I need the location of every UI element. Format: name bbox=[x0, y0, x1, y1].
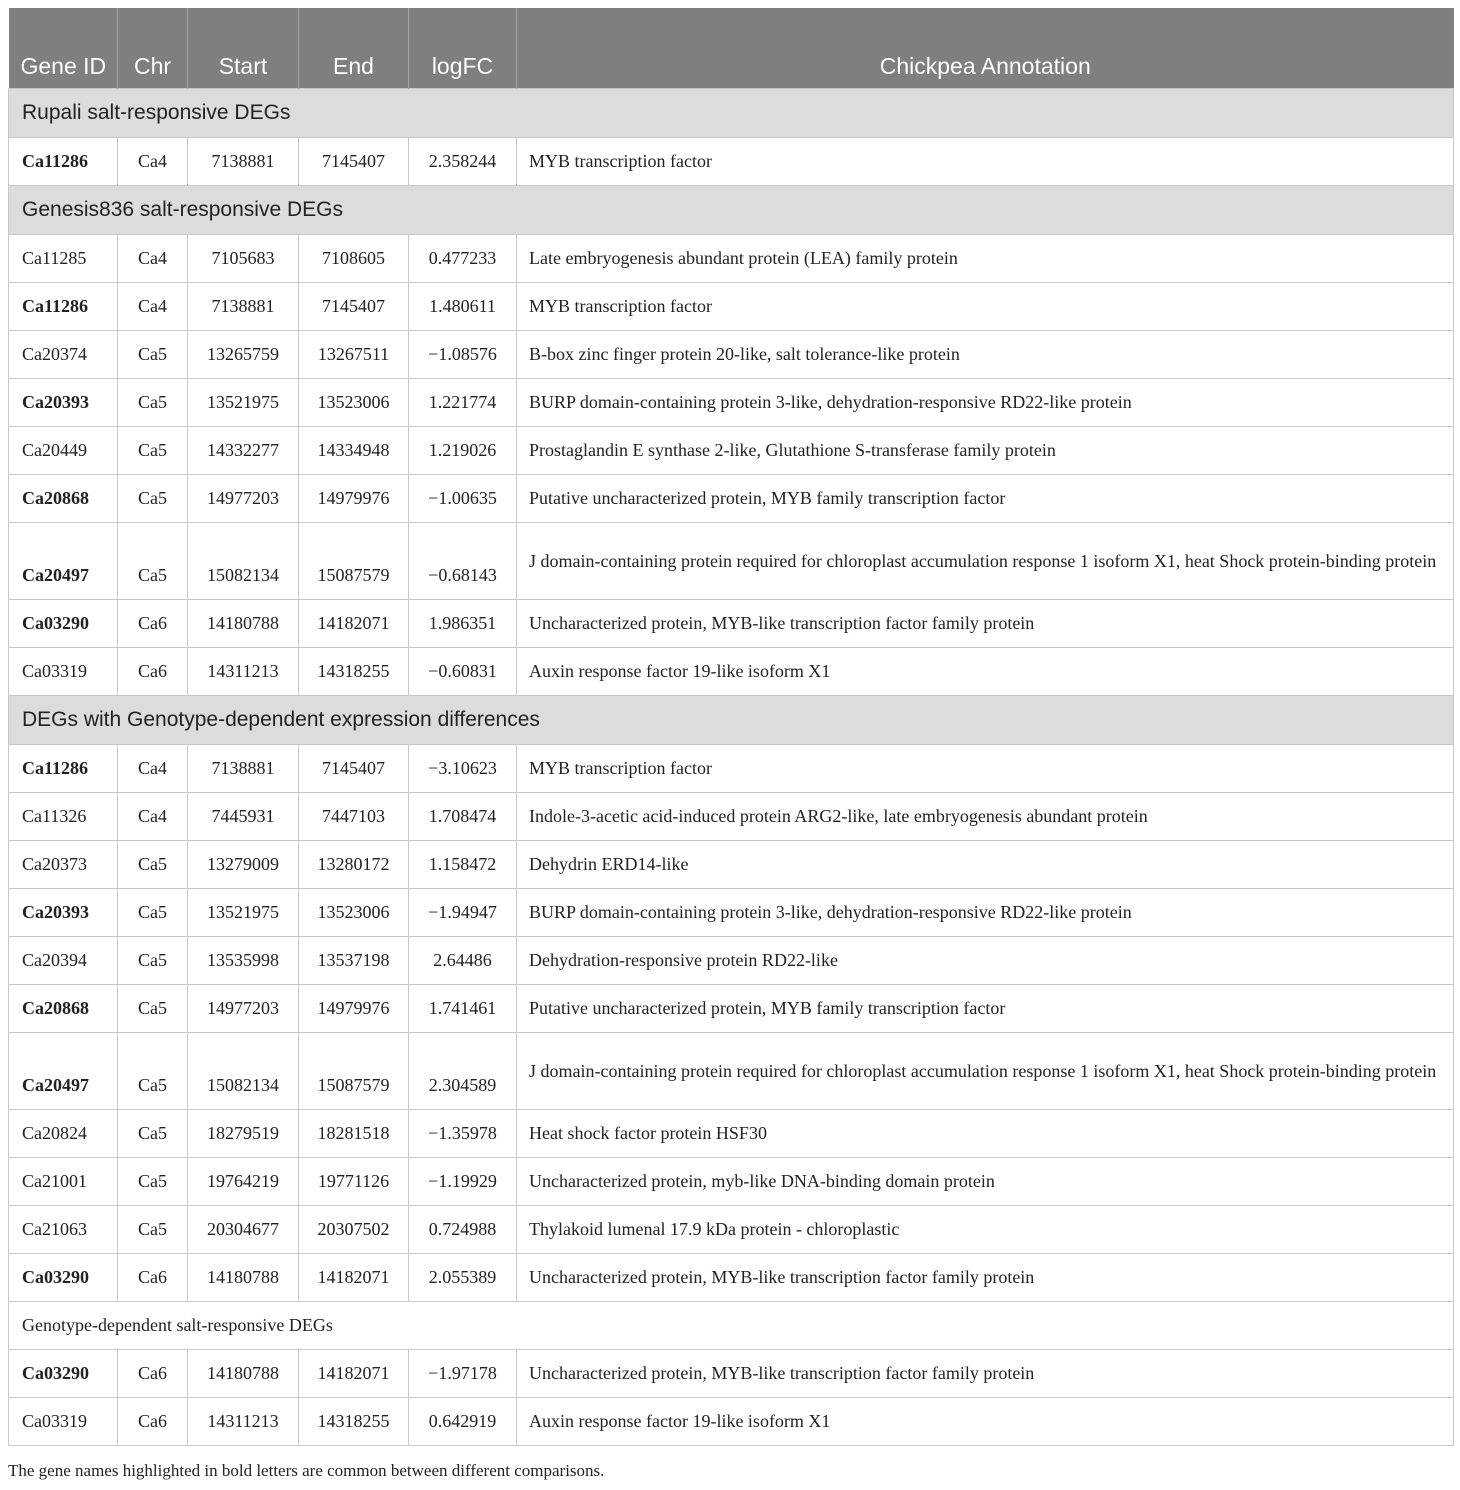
chr-cell: Ca4 bbox=[118, 282, 188, 330]
start-cell: 13265759 bbox=[188, 330, 299, 378]
section-row bbox=[9, 88, 1454, 137]
start-cell: 15082134 bbox=[188, 1032, 299, 1109]
logfc-cell: 1.221774 bbox=[409, 378, 517, 426]
chr-cell: Ca5 bbox=[118, 1205, 188, 1253]
gene-id-cell: Ca20393 bbox=[9, 378, 118, 426]
end-cell: 14182071 bbox=[299, 1253, 409, 1301]
logfc-cell: −0.60831 bbox=[409, 647, 517, 695]
annotation-cell: J domain-containing protein required for chloroplast accumulation response 1 isoform X1, heat Shock protein-binding protein bbox=[517, 1032, 1454, 1109]
logfc-cell: 1.986351 bbox=[409, 599, 517, 647]
table-row bbox=[9, 1157, 1454, 1205]
table-row bbox=[9, 984, 1454, 1032]
gene-id-cell: Ca11286 bbox=[9, 137, 118, 185]
annotation-cell: Prostaglandin E synthase 2-like, Glutathione S-transferase family protein bbox=[517, 426, 1454, 474]
end-cell: 7145407 bbox=[299, 744, 409, 792]
end-cell: 20307502 bbox=[299, 1205, 409, 1253]
gene-id-cell: Ca11286 bbox=[9, 282, 118, 330]
chr-cell: Ca5 bbox=[118, 888, 188, 936]
end-cell: 14318255 bbox=[299, 1397, 409, 1445]
table-row bbox=[9, 1349, 1454, 1397]
table-row bbox=[9, 1205, 1454, 1253]
end-cell: 7145407 bbox=[299, 282, 409, 330]
logfc-cell: 2.304589 bbox=[409, 1032, 517, 1109]
gene-id-cell: Ca20868 bbox=[9, 474, 118, 522]
section-title: Rupali salt-responsive DEGs bbox=[9, 88, 1454, 137]
annotation-cell: BURP domain-containing protein 3-like, dehydration-responsive RD22-like protein bbox=[517, 888, 1454, 936]
chr-cell: Ca6 bbox=[118, 599, 188, 647]
start-cell: 14180788 bbox=[188, 599, 299, 647]
annotation-cell: Uncharacterized protein, MYB-like transcription factor family protein bbox=[517, 1349, 1454, 1397]
table-row bbox=[9, 474, 1454, 522]
annotation-cell: BURP domain-containing protein 3-like, dehydration-responsive RD22-like protein bbox=[517, 378, 1454, 426]
gene-id-cell: Ca20373 bbox=[9, 840, 118, 888]
annotation-cell: Dehydration-responsive protein RD22-like bbox=[517, 936, 1454, 984]
table-footnote: The gene names highlighted in bold letters are common between different comparisons. bbox=[8, 1461, 605, 1480]
start-cell: 14311213 bbox=[188, 647, 299, 695]
logfc-cell: 2.358244 bbox=[409, 137, 517, 185]
annotation-cell: Uncharacterized protein, MYB-like transcription factor family protein bbox=[517, 599, 1454, 647]
start-cell: 13279009 bbox=[188, 840, 299, 888]
start-cell: 14180788 bbox=[188, 1253, 299, 1301]
gene-id-cell: Ca20497 bbox=[9, 522, 118, 599]
annotation-cell: Auxin response factor 19-like isoform X1 bbox=[517, 1397, 1454, 1445]
start-cell: 14977203 bbox=[188, 984, 299, 1032]
annotation-cell: Putative uncharacterized protein, MYB family transcription factor bbox=[517, 474, 1454, 522]
table-row bbox=[9, 1253, 1454, 1301]
logfc-cell: −1.00635 bbox=[409, 474, 517, 522]
chr-cell: Ca6 bbox=[118, 647, 188, 695]
start-cell: 7445931 bbox=[188, 792, 299, 840]
logfc-cell: 1.219026 bbox=[409, 426, 517, 474]
table-header bbox=[9, 8, 1454, 88]
table-row bbox=[9, 522, 1454, 599]
chr-cell: Ca5 bbox=[118, 522, 188, 599]
table-row bbox=[9, 1032, 1454, 1109]
table-row bbox=[9, 426, 1454, 474]
annotation-cell: MYB transcription factor bbox=[517, 137, 1454, 185]
end-cell: 14334948 bbox=[299, 426, 409, 474]
table-row bbox=[9, 647, 1454, 695]
logfc-cell: 1.480611 bbox=[409, 282, 517, 330]
logfc-cell: −3.10623 bbox=[409, 744, 517, 792]
logfc-cell: 0.477233 bbox=[409, 234, 517, 282]
start-cell: 7138881 bbox=[188, 282, 299, 330]
annotation-cell: B-box zinc finger protein 20-like, salt tolerance-like protein bbox=[517, 330, 1454, 378]
end-cell: 7145407 bbox=[299, 137, 409, 185]
end-cell: 13280172 bbox=[299, 840, 409, 888]
start-cell: 19764219 bbox=[188, 1157, 299, 1205]
header-start: Start bbox=[188, 8, 299, 88]
chr-cell: Ca5 bbox=[118, 378, 188, 426]
end-cell: 14182071 bbox=[299, 1349, 409, 1397]
chr-cell: Ca5 bbox=[118, 1032, 188, 1109]
table-row bbox=[9, 840, 1454, 888]
table-row bbox=[9, 378, 1454, 426]
end-cell: 14979976 bbox=[299, 984, 409, 1032]
annotation-cell: MYB transcription factor bbox=[517, 744, 1454, 792]
table-row bbox=[9, 744, 1454, 792]
start-cell: 13521975 bbox=[188, 378, 299, 426]
chr-cell: Ca5 bbox=[118, 840, 188, 888]
end-cell: 13267511 bbox=[299, 330, 409, 378]
table-row bbox=[9, 1397, 1454, 1445]
chr-cell: Ca5 bbox=[118, 984, 188, 1032]
chr-cell: Ca6 bbox=[118, 1349, 188, 1397]
table-row bbox=[9, 282, 1454, 330]
start-cell: 14311213 bbox=[188, 1397, 299, 1445]
end-cell: 13523006 bbox=[299, 888, 409, 936]
chr-cell: Ca5 bbox=[118, 330, 188, 378]
end-cell: 13523006 bbox=[299, 378, 409, 426]
chr-cell: Ca6 bbox=[118, 1253, 188, 1301]
gene-id-cell: Ca11285 bbox=[9, 234, 118, 282]
start-cell: 13521975 bbox=[188, 888, 299, 936]
logfc-cell: −1.94947 bbox=[409, 888, 517, 936]
chr-cell: Ca4 bbox=[118, 137, 188, 185]
end-cell: 15087579 bbox=[299, 1032, 409, 1109]
end-cell: 14318255 bbox=[299, 647, 409, 695]
start-cell: 14180788 bbox=[188, 1349, 299, 1397]
gene-id-cell: Ca03290 bbox=[9, 1253, 118, 1301]
end-cell: 19771126 bbox=[299, 1157, 409, 1205]
annotation-cell: Auxin response factor 19-like isoform X1 bbox=[517, 647, 1454, 695]
end-cell: 14979976 bbox=[299, 474, 409, 522]
table-body bbox=[9, 88, 1454, 1445]
header-gene-id: Gene ID bbox=[9, 8, 118, 88]
end-cell: 7447103 bbox=[299, 792, 409, 840]
header-chr: Chr bbox=[118, 8, 188, 88]
start-cell: 20304677 bbox=[188, 1205, 299, 1253]
table-row bbox=[9, 1109, 1454, 1157]
table-row bbox=[9, 888, 1454, 936]
gene-id-cell: Ca11326 bbox=[9, 792, 118, 840]
logfc-cell: −1.08576 bbox=[409, 330, 517, 378]
annotation-cell: J domain-containing protein required for chloroplast accumulation response 1 isoform X1, heat Shock protein-binding protein bbox=[517, 522, 1454, 599]
annotation-cell: Late embryogenesis abundant protein (LEA) family protein bbox=[517, 234, 1454, 282]
end-cell: 7108605 bbox=[299, 234, 409, 282]
gene-id-cell: Ca20868 bbox=[9, 984, 118, 1032]
chr-cell: Ca5 bbox=[118, 474, 188, 522]
logfc-cell: 2.055389 bbox=[409, 1253, 517, 1301]
logfc-cell: 0.642919 bbox=[409, 1397, 517, 1445]
logfc-cell: −1.35978 bbox=[409, 1109, 517, 1157]
end-cell: 14182071 bbox=[299, 599, 409, 647]
header-annotation: Chickpea Annotation bbox=[517, 8, 1454, 88]
section-row bbox=[9, 695, 1454, 744]
gene-id-cell: Ca20374 bbox=[9, 330, 118, 378]
start-cell: 14977203 bbox=[188, 474, 299, 522]
gene-id-cell: Ca03290 bbox=[9, 599, 118, 647]
gene-id-cell: Ca21001 bbox=[9, 1157, 118, 1205]
gene-id-cell: Ca20824 bbox=[9, 1109, 118, 1157]
start-cell: 13535998 bbox=[188, 936, 299, 984]
start-cell: 14332277 bbox=[188, 426, 299, 474]
start-cell: 7138881 bbox=[188, 744, 299, 792]
deg-table bbox=[8, 8, 1454, 1446]
gene-id-cell: Ca20393 bbox=[9, 888, 118, 936]
gene-id-cell: Ca21063 bbox=[9, 1205, 118, 1253]
logfc-cell: −1.97178 bbox=[409, 1349, 517, 1397]
chr-cell: Ca5 bbox=[118, 936, 188, 984]
annotation-cell: Thylakoid lumenal 17.9 kDa protein - chloroplastic bbox=[517, 1205, 1454, 1253]
annotation-cell: MYB transcription factor bbox=[517, 282, 1454, 330]
end-cell: 18281518 bbox=[299, 1109, 409, 1157]
table-row bbox=[9, 599, 1454, 647]
gene-id-cell: Ca20449 bbox=[9, 426, 118, 474]
section-title: Genesis836 salt-responsive DEGs bbox=[9, 185, 1454, 234]
gene-id-cell: Ca03319 bbox=[9, 1397, 118, 1445]
table-row bbox=[9, 792, 1454, 840]
gene-id-cell: Ca20394 bbox=[9, 936, 118, 984]
annotation-cell: Putative uncharacterized protein, MYB family transcription factor bbox=[517, 984, 1454, 1032]
gene-id-cell: Ca03319 bbox=[9, 647, 118, 695]
section-title: Genotype-dependent salt-responsive DEGs bbox=[9, 1301, 1454, 1349]
table-row bbox=[9, 137, 1454, 185]
end-cell: 13537198 bbox=[299, 936, 409, 984]
gene-id-cell: Ca11286 bbox=[9, 744, 118, 792]
chr-cell: Ca5 bbox=[118, 1157, 188, 1205]
end-cell: 15087579 bbox=[299, 522, 409, 599]
gene-id-cell: Ca03290 bbox=[9, 1349, 118, 1397]
header-row bbox=[9, 8, 1454, 88]
header-end: End bbox=[299, 8, 409, 88]
annotation-cell: Dehydrin ERD14-like bbox=[517, 840, 1454, 888]
annotation-cell: Heat shock factor protein HSF30 bbox=[517, 1109, 1454, 1157]
start-cell: 15082134 bbox=[188, 522, 299, 599]
chr-cell: Ca4 bbox=[118, 234, 188, 282]
logfc-cell: 1.708474 bbox=[409, 792, 517, 840]
logfc-cell: 1.741461 bbox=[409, 984, 517, 1032]
section-row bbox=[9, 1301, 1454, 1349]
annotation-cell: Uncharacterized protein, myb-like DNA-binding domain protein bbox=[517, 1157, 1454, 1205]
logfc-cell: 1.158472 bbox=[409, 840, 517, 888]
logfc-cell: −0.68143 bbox=[409, 522, 517, 599]
table-row bbox=[9, 936, 1454, 984]
section-title: DEGs with Genotype-dependent expression differences bbox=[9, 695, 1454, 744]
start-cell: 18279519 bbox=[188, 1109, 299, 1157]
chr-cell: Ca5 bbox=[118, 1109, 188, 1157]
gene-id-cell: Ca20497 bbox=[9, 1032, 118, 1109]
annotation-cell: Indole-3-acetic acid-induced protein ARG2-like, late embryogenesis abundant protein bbox=[517, 792, 1454, 840]
annotation-cell: Uncharacterized protein, MYB-like transcription factor family protein bbox=[517, 1253, 1454, 1301]
chr-cell: Ca4 bbox=[118, 744, 188, 792]
start-cell: 7105683 bbox=[188, 234, 299, 282]
table-row bbox=[9, 330, 1454, 378]
section-row bbox=[9, 185, 1454, 234]
header-logfc: logFC bbox=[409, 8, 517, 88]
start-cell: 7138881 bbox=[188, 137, 299, 185]
logfc-cell: 0.724988 bbox=[409, 1205, 517, 1253]
chr-cell: Ca6 bbox=[118, 1397, 188, 1445]
table-row bbox=[9, 234, 1454, 282]
chr-cell: Ca5 bbox=[118, 426, 188, 474]
chr-cell: Ca4 bbox=[118, 792, 188, 840]
logfc-cell: 2.64486 bbox=[409, 936, 517, 984]
logfc-cell: −1.19929 bbox=[409, 1157, 517, 1205]
